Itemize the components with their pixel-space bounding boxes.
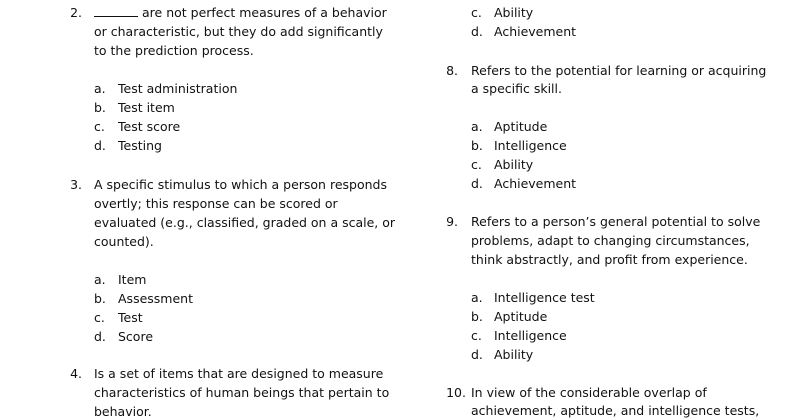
q8-number: 8. — [446, 63, 458, 78]
q10-number: 10. — [446, 385, 466, 400]
q3-option-d-letter: d. — [94, 329, 106, 344]
q3-option-a-letter: a. — [94, 272, 106, 287]
q3-line-4: counted). — [94, 234, 154, 249]
q2-option-b-letter: b. — [94, 100, 106, 115]
q2-option-c-letter: c. — [94, 119, 105, 134]
q3-option-a: Item — [118, 272, 147, 287]
q10-line-2: achievement, aptitude, and intelligence tests, — [471, 403, 760, 418]
q8-line-2: a specific skill. — [471, 81, 562, 96]
q2-option-b: Test item — [118, 100, 175, 115]
q2-option-a-letter: a. — [94, 81, 106, 96]
q8-option-b: Intelligence — [494, 138, 567, 153]
q2-line-2: or characteristic, but they do add significantly — [94, 24, 383, 39]
q3-option-c-letter: c. — [94, 310, 105, 325]
q7-option-d: Achievement — [494, 24, 577, 39]
q2-option-d: Testing — [118, 138, 162, 153]
q8-option-d: Achievement — [494, 176, 577, 191]
q9-option-b-letter: b. — [471, 309, 483, 324]
q2-number: 2. — [70, 5, 82, 20]
q4-number: 4. — [70, 366, 82, 381]
q7-option-d-letter: d. — [471, 24, 483, 39]
q8-option-a: Aptitude — [494, 119, 548, 134]
q4-line-3: behavior. — [94, 404, 152, 419]
q3-line-1: A specific stimulus to which a person responds — [94, 177, 387, 192]
q9-option-b: Aptitude — [494, 309, 548, 324]
q4-line-2: characteristics of human beings that pertain to — [94, 385, 390, 400]
q2-line-1: are not perfect measures of a behavior — [94, 5, 387, 21]
q3-number: 3. — [70, 177, 82, 192]
q4-line-1: Is a set of items that are designed to measure — [94, 366, 384, 381]
q8-option-b-letter: b. — [471, 138, 483, 153]
q7-option-c-letter: c. — [471, 5, 482, 20]
q2-option-a: Test administration — [118, 81, 238, 96]
answer-blank — [94, 5, 138, 17]
q9-option-d-letter: d. — [471, 347, 483, 362]
q9-option-c: Intelligence — [494, 328, 567, 343]
q3-line-2: overtly; this response can be scored or — [94, 196, 338, 211]
q10-line-1: In view of the considerable overlap of — [471, 385, 707, 400]
q8-option-c: Ability — [494, 157, 534, 172]
q8-option-d-letter: d. — [471, 176, 483, 191]
q9-option-a: Intelligence test — [494, 290, 595, 305]
q9-line-2: problems, adapt to changing circumstances, — [471, 233, 750, 248]
q9-number: 9. — [446, 214, 458, 229]
q9-option-a-letter: a. — [471, 290, 483, 305]
q3-option-b-letter: b. — [94, 291, 106, 306]
q8-option-c-letter: c. — [471, 157, 482, 172]
q8-option-a-letter: a. — [471, 119, 483, 134]
q3-option-b: Assessment — [118, 291, 193, 306]
q2-line-3: to the prediction process. — [94, 43, 254, 58]
q3-line-3: evaluated (e.g., classified, graded on a scale, or — [94, 215, 396, 230]
q9-line-1: Refers to a person’s general potential to solve — [471, 214, 761, 229]
q2-option-c: Test score — [118, 119, 181, 134]
q2-option-d-letter: d. — [94, 138, 106, 153]
q7-option-c: Ability — [494, 5, 534, 20]
q9-option-c-letter: c. — [471, 328, 482, 343]
q8-line-1: Refers to the potential for learning or acquiring — [471, 63, 767, 78]
q3-option-c: Test — [118, 310, 143, 325]
q3-option-d: Score — [118, 329, 154, 344]
q9-option-d: Ability — [494, 347, 534, 362]
q9-line-3: think abstractly, and profit from experience. — [471, 252, 748, 267]
